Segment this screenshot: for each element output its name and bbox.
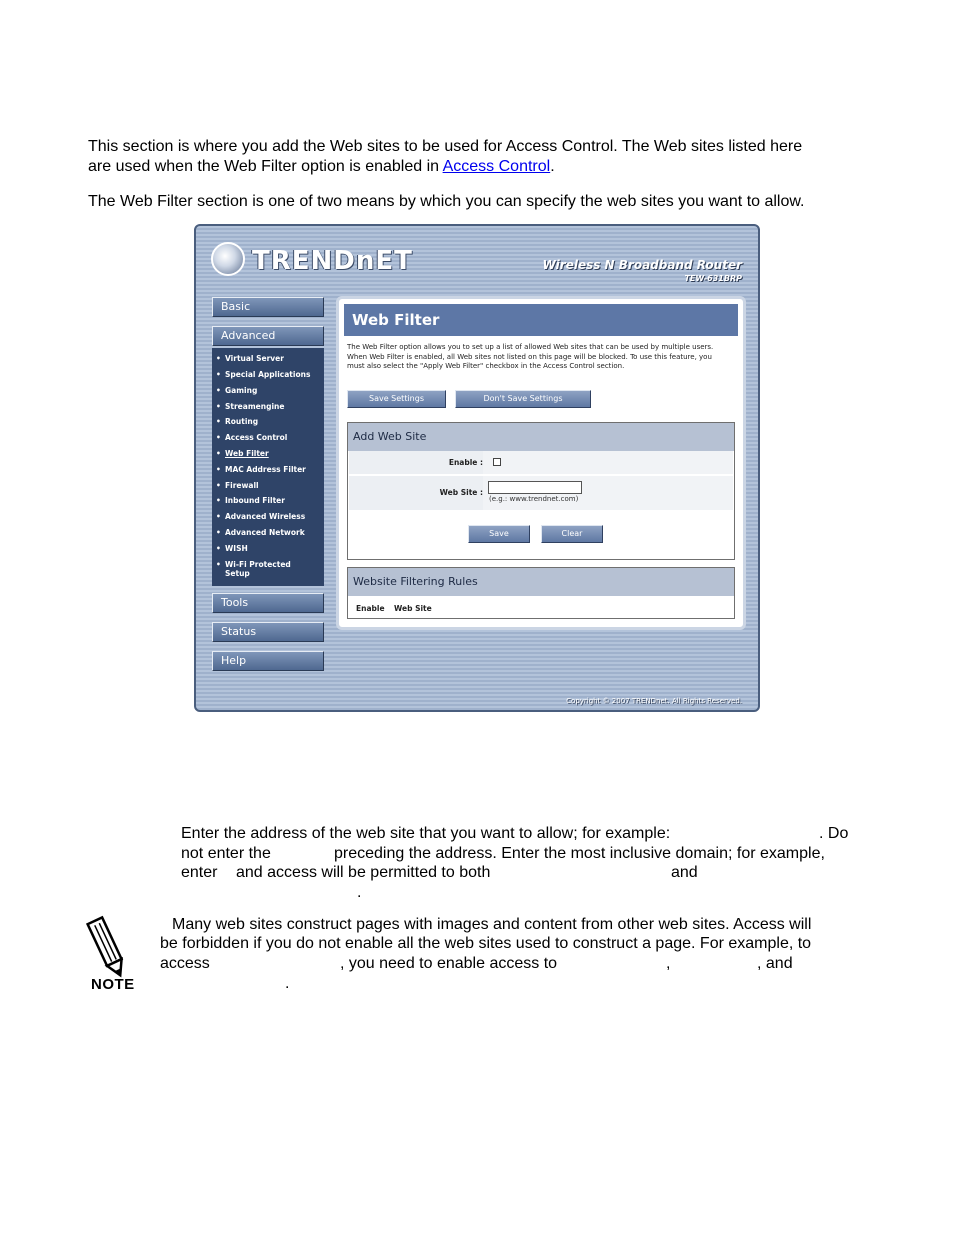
- enable-row: [349, 451, 733, 474]
- advanced-submenu: [212, 348, 324, 586]
- model-name: TEW-631BRP: [684, 274, 742, 283]
- website-label: Web Site :: [349, 476, 483, 510]
- note-line3-b: , you need to enable access to: [340, 955, 558, 972]
- web-filter-description: The Web Filter option allows you to set up a list of allowed Web sites that can be used by multiple users. When Web Filter is enabled, all Web sites not listed on this page will be blocked. To use this feature, you must also select the "Apply Web Filter" checkbox in the Access Control section.: [347, 343, 714, 370]
- web-filter-panel: [336, 296, 746, 630]
- website-row: [349, 476, 733, 510]
- trendnet-logo-text: TRENDnET: [252, 246, 413, 276]
- note-line3-d: , and: [757, 955, 793, 972]
- desc-line3-c: and: [671, 864, 698, 881]
- column-website: Web Site: [394, 604, 432, 613]
- menu-access-control[interactable]: • Access Control: [216, 433, 288, 442]
- note-line4: .: [285, 975, 290, 992]
- nav-tools[interactable]: Tools: [212, 593, 324, 613]
- note-line1: Many web sites construct pages with images and content from other web sites. Access will: [172, 916, 812, 933]
- desc-line1-a: Enter the address of the web site that you want to allow; for example:: [181, 825, 671, 842]
- column-enable: Enable: [356, 604, 385, 613]
- second-paragraph: The Web Filter section is one of two means by which you can specify the web sites you want to allow.: [88, 193, 805, 210]
- website-input[interactable]: [488, 481, 582, 494]
- save-button[interactable]: Save: [468, 525, 530, 543]
- add-web-site-section: [347, 422, 735, 560]
- website-hint: (e.g.: www.trendnet.com): [489, 495, 579, 503]
- menu-web-filter[interactable]: • Web Filter: [216, 449, 269, 458]
- nav-help[interactable]: Help: [212, 651, 324, 671]
- nav-basic[interactable]: Basic: [212, 297, 324, 317]
- menu-mac-address-filter[interactable]: • MAC Address Filter: [216, 465, 306, 474]
- menu-virtual-server[interactable]: • Virtual Server: [216, 354, 284, 363]
- save-settings-button[interactable]: Save Settings: [347, 390, 446, 408]
- desc-line2-b: preceding the address. Enter the most inclusive domain; for example,: [334, 845, 825, 862]
- trendnet-logo-icon: [211, 242, 245, 276]
- menu-advanced-network[interactable]: • Advanced Network: [216, 528, 305, 537]
- intro-paragraph-line2: [88, 157, 555, 177]
- menu-firewall[interactable]: • Firewall: [216, 481, 259, 490]
- nav-advanced[interactable]: Advanced: [212, 326, 324, 346]
- desc-line3-a: enter: [181, 864, 218, 881]
- menu-gaming[interactable]: • Gaming: [216, 386, 258, 395]
- router-screenshot: [194, 224, 760, 712]
- menu-wish[interactable]: • WISH: [216, 544, 248, 553]
- router-header: [196, 226, 758, 298]
- page-title: Web Filter: [344, 304, 738, 336]
- website-filtering-rules-section: [347, 567, 735, 619]
- desc-line3-b: and access will be permitted to both: [236, 864, 491, 881]
- note-line3-c: ,: [666, 955, 671, 972]
- intro-text-suffix: .: [550, 158, 555, 175]
- menu-special-applications[interactable]: • Special Applications: [216, 370, 311, 379]
- menu-inbound-filter[interactable]: • Inbound Filter: [216, 496, 285, 505]
- menu-routing[interactable]: • Routing: [216, 417, 259, 426]
- note-line2: be forbidden if you do not enable all the web sites used to construct a page. For example, to: [160, 935, 812, 952]
- add-web-site-title: Add Web Site: [348, 423, 734, 451]
- intro-text-prefix: are used when the Web Filter option is enabled in: [88, 158, 443, 175]
- dont-save-settings-button[interactable]: Don't Save Settings: [455, 390, 591, 408]
- desc-line4: .: [357, 884, 362, 901]
- product-name: Wireless N Broadband Router: [542, 258, 742, 272]
- copyright: Copyright © 2007 TRENDnet. All Rights Reserved.: [566, 697, 742, 705]
- note-label: NOTE: [91, 976, 135, 993]
- desc-line1-b: . Do: [819, 825, 849, 842]
- rules-title: Website Filtering Rules: [348, 568, 734, 596]
- menu-streamengine[interactable]: • Streamengine: [216, 402, 285, 411]
- enable-checkbox[interactable]: [493, 458, 501, 466]
- nav-status[interactable]: Status: [212, 622, 324, 642]
- enable-label: Enable :: [349, 451, 483, 474]
- access-control-link[interactable]: Access Control: [442, 158, 551, 175]
- desc-line2-a: not enter the: [181, 845, 271, 862]
- menu-advanced-wireless[interactable]: • Advanced Wireless: [216, 512, 306, 521]
- intro-paragraph-line1: This section is where you add the Web sites to be used for Access Control. The Web sites listed here: [88, 138, 803, 155]
- clear-button[interactable]: Clear: [541, 525, 603, 543]
- menu-wifi-protected-setup[interactable]: • Wi-Fi Protected Setup: [216, 560, 291, 578]
- note-line3-a: access: [160, 955, 210, 972]
